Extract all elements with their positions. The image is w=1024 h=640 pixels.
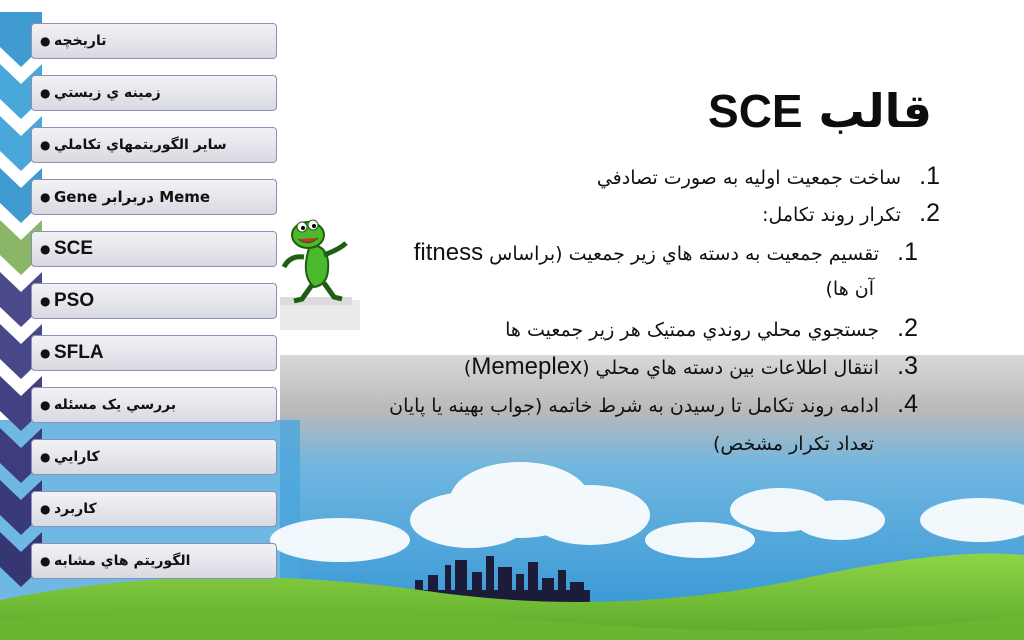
bullet-icon: ●	[40, 450, 51, 464]
sidebar-item-label: SFLA	[54, 342, 104, 363]
sidebar-item-label: كاربرد	[54, 501, 97, 517]
sidebar-item-label: كارايي	[54, 449, 100, 465]
substep-text: ادامه روند تکامل تا رسيدن به شرط خاتمه (جواب بهينه يا پايان	[389, 395, 880, 417]
step-1	[597, 162, 940, 191]
substep-2	[505, 314, 918, 343]
sidebar-item-label: تاريخچه	[54, 33, 107, 49]
substep-number: 2.	[897, 314, 918, 342]
substep-number: 1.	[897, 238, 918, 266]
substep-number: 3.	[897, 352, 918, 380]
sidebar-item-history[interactable]	[31, 23, 277, 59]
sidebar-item-gene-vs-meme[interactable]	[31, 179, 277, 215]
step-number: 1.	[919, 162, 940, 190]
sidebar-item-label: بررسي يک مسئله	[54, 397, 177, 413]
substep-4-continued	[713, 433, 874, 455]
bullet-icon: ●	[40, 398, 51, 412]
bullet-icon: ●	[40, 554, 51, 568]
substep-text: انتقال اطلاعات بين دسته هاي محلي (	[582, 357, 880, 379]
substep-4	[389, 390, 918, 419]
sidebar-item-other-evolutionary[interactable]	[31, 127, 277, 163]
bullet-icon: ●	[40, 190, 51, 204]
slide-title	[708, 84, 932, 138]
substep-text: جستجوي محلي روندي ممتيک هر زير جمعيت ها	[505, 319, 880, 341]
substep-text: )	[463, 357, 472, 379]
substep-1-continued	[826, 278, 875, 300]
sidebar-item-similar-algorithms[interactable]	[31, 543, 277, 579]
bullet-icon: ●	[40, 34, 51, 48]
bullet-icon: ●	[40, 138, 51, 152]
step-text: تکرار روند تکامل:	[762, 204, 902, 226]
substep-text: تقسيم جمعيت به دسته هاي زير جمعيت (براساس	[489, 243, 880, 265]
bullet-icon: ●	[40, 86, 51, 100]
frog-icon	[280, 205, 352, 305]
sidebar-item-sfla[interactable]	[31, 335, 277, 371]
sidebar-item-label: ساير الگوريتمهاي تكاملي	[54, 137, 227, 153]
substep-number: 4.	[897, 390, 918, 418]
slide-title-en: SCE	[708, 85, 803, 137]
sidebar-item-sce[interactable]	[31, 231, 277, 267]
bullet-icon: ●	[40, 294, 51, 308]
step-2	[762, 199, 940, 228]
substep-text: تعداد تکرار مشخص)	[712, 433, 874, 455]
substep-text-latin: Memeplex	[471, 353, 583, 380]
step-text: ساخت جمعيت اوليه به صورت تصادفي	[596, 167, 902, 189]
substep-text: آن ها)	[825, 278, 874, 300]
bullet-icon: ●	[40, 242, 51, 256]
substep-3	[464, 352, 918, 381]
substep-1	[414, 238, 918, 267]
substep-text-latin: fitness	[413, 239, 484, 266]
sidebar-item-performance[interactable]	[31, 439, 277, 475]
sidebar-item-problem[interactable]	[31, 387, 277, 423]
sidebar-item-label: Gene دربرابر Meme	[54, 188, 211, 206]
sidebar-item-application[interactable]	[31, 491, 277, 527]
step-number: 2.	[919, 199, 940, 227]
slide-title-word: قالب	[818, 84, 932, 138]
sidebar-item-label: PSO	[54, 290, 95, 311]
sidebar-item-label: SCE	[54, 238, 94, 259]
sidebar-item-biology[interactable]	[31, 75, 277, 111]
bullet-icon: ●	[40, 346, 51, 360]
sidebar-item-label: زمينه ي زيستي	[54, 85, 161, 101]
bullet-icon: ●	[40, 502, 51, 516]
sidebar-item-label: الگوريتم هاي مشابه	[54, 553, 191, 569]
sidebar-item-pso[interactable]	[31, 283, 277, 319]
